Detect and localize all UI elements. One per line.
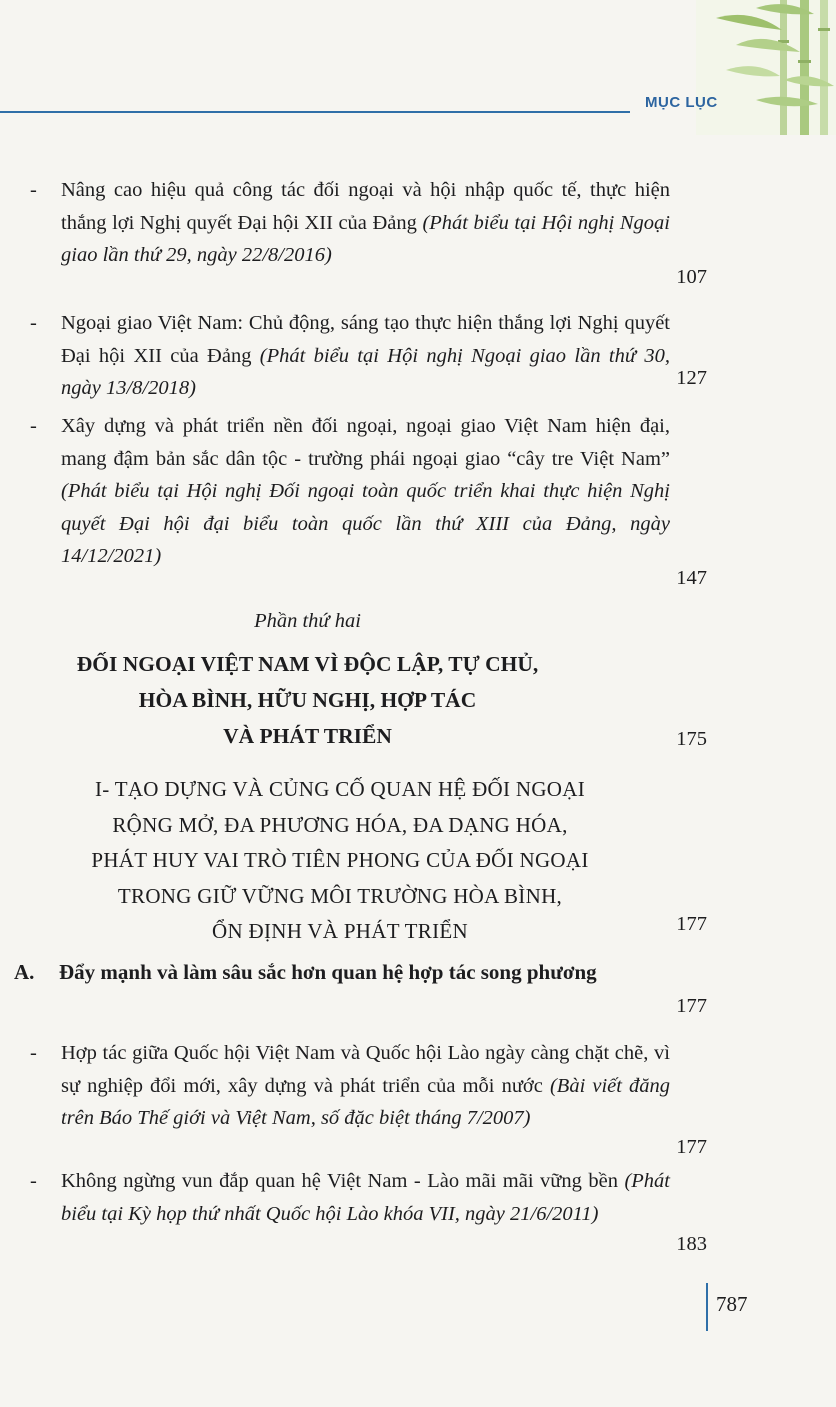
entry-note: (Phát biểu tại Kỳ họp thứ nhất Quốc hội Lào khóa VII, ngày 21/6/2011) (61, 1170, 670, 1225)
part-title-line: HÒA BÌNH, HỮU NGHỊ, HỢP TÁC (138, 688, 477, 712)
section-title[interactable] (20, 772, 660, 950)
toc-entry[interactable] (30, 1165, 670, 1230)
entry-dash: - (30, 1042, 37, 1064)
part-title[interactable] (0, 646, 615, 754)
part-title-line: ĐỐI NGOẠI VIỆT NAM VÌ ĐỘC LẬP, TỰ CHỦ, (76, 652, 539, 676)
entry-page-number: 107 (676, 266, 707, 288)
entry-note: (Phát biểu tại Hội nghị Ngoại giao lần thứ 29, ngày 22/8/2016) (61, 211, 671, 266)
entry-title: Không ngừng vun đắp quan hệ Việt Nam - Lào mãi mãi vững bền (61, 1170, 618, 1192)
toc-entry[interactable] (30, 1037, 670, 1135)
part-page-number: 175 (676, 728, 707, 750)
header-rule (0, 111, 630, 113)
entry-dash: - (30, 179, 37, 201)
subsection-heading[interactable] (14, 954, 654, 990)
subsection-page-number: 177 (676, 995, 707, 1017)
toc-entry[interactable] (30, 410, 670, 573)
section-title-line: I- TẠO DỰNG VÀ CỦNG CỐ QUAN HỆ ĐỐI NGOẠI (94, 777, 586, 801)
subsection-title: Đẩy mạnh và làm sâu sắc hơn quan hệ hợp tác song phương (59, 960, 597, 984)
part-title-line: VÀ PHÁT TRIỂN (223, 724, 392, 748)
entry-page-number: 127 (676, 367, 707, 389)
part-label: Phần thứ hai (254, 610, 361, 632)
entry-title: Nâng cao hiệu quả công tác đối ngoại và hội nhập quốc tế, thực hiện thắng lợi Nghị quyết Đại hội XII của Đảng (61, 179, 670, 234)
section-page-number: 177 (676, 913, 707, 935)
entry-title: Hợp tác giữa Quốc hội Việt Nam và Quốc hội Lào ngày càng chặt chẽ, vì sự nghiệp đổi mới, xây dựng và phát triển của mỗi nước (61, 1042, 670, 1097)
entry-dash: - (30, 312, 37, 334)
entry-note: (Bài viết đăng trên Báo Thế giới và Việt Nam, số đặc biệt tháng 7/2007) (61, 1074, 671, 1129)
entry-note: (Phát biểu tại Hội nghị Đối ngoại toàn quốc triển khai thực hiện Nghị quyết Đại hội đại biểu toàn quốc lần thứ XIII của Đảng, ngày 14/12/2021) (61, 480, 670, 567)
entry-dash: - (30, 1170, 37, 1192)
entry-dash: - (30, 415, 37, 437)
toc-entry[interactable] (30, 174, 670, 272)
entry-page-number: 147 (676, 567, 707, 589)
section-title-line: TRONG GIỮ VỮNG MÔI TRƯỜNG HÒA BÌNH, (117, 883, 563, 908)
entry-title: Xây dựng và phát triển nền đối ngoại, ngoại giao Việt Nam hiện đại, mang đậm bản sắc dân tộc - trường phái ngoại giao “cây tre Việt Nam” (61, 415, 670, 470)
bamboo-decoration (696, 0, 836, 135)
entry-page-number: 183 (676, 1233, 707, 1255)
entry-note: (Phát biểu tại Hội nghị Ngoại giao lần thứ 30, ngày 13/8/2018) (61, 344, 671, 399)
toc-entry[interactable] (30, 307, 670, 405)
running-header-title: MỤC LỤC (645, 94, 718, 111)
entry-title: Ngoại giao Việt Nam: Chủ động, sáng tạo thực hiện thắng lợi Nghị quyết Đại hội XII của Đảng (61, 312, 670, 367)
page-folio-number: 787 (716, 1292, 748, 1316)
section-title-line: PHÁT HUY VAI TRÒ TIÊN PHONG CỦA ĐỐI NGOẠI (91, 848, 589, 872)
subsection-label: A. (14, 960, 35, 984)
folio-rule (706, 1283, 708, 1331)
section-title-line: RỘNG MỞ, ĐA PHƯƠNG HÓA, ĐA DẠNG HÓA, (112, 812, 568, 837)
entry-page-number: 177 (676, 1136, 707, 1158)
section-title-line: ỔN ĐỊNH VÀ PHÁT TRIỂN (212, 919, 468, 943)
